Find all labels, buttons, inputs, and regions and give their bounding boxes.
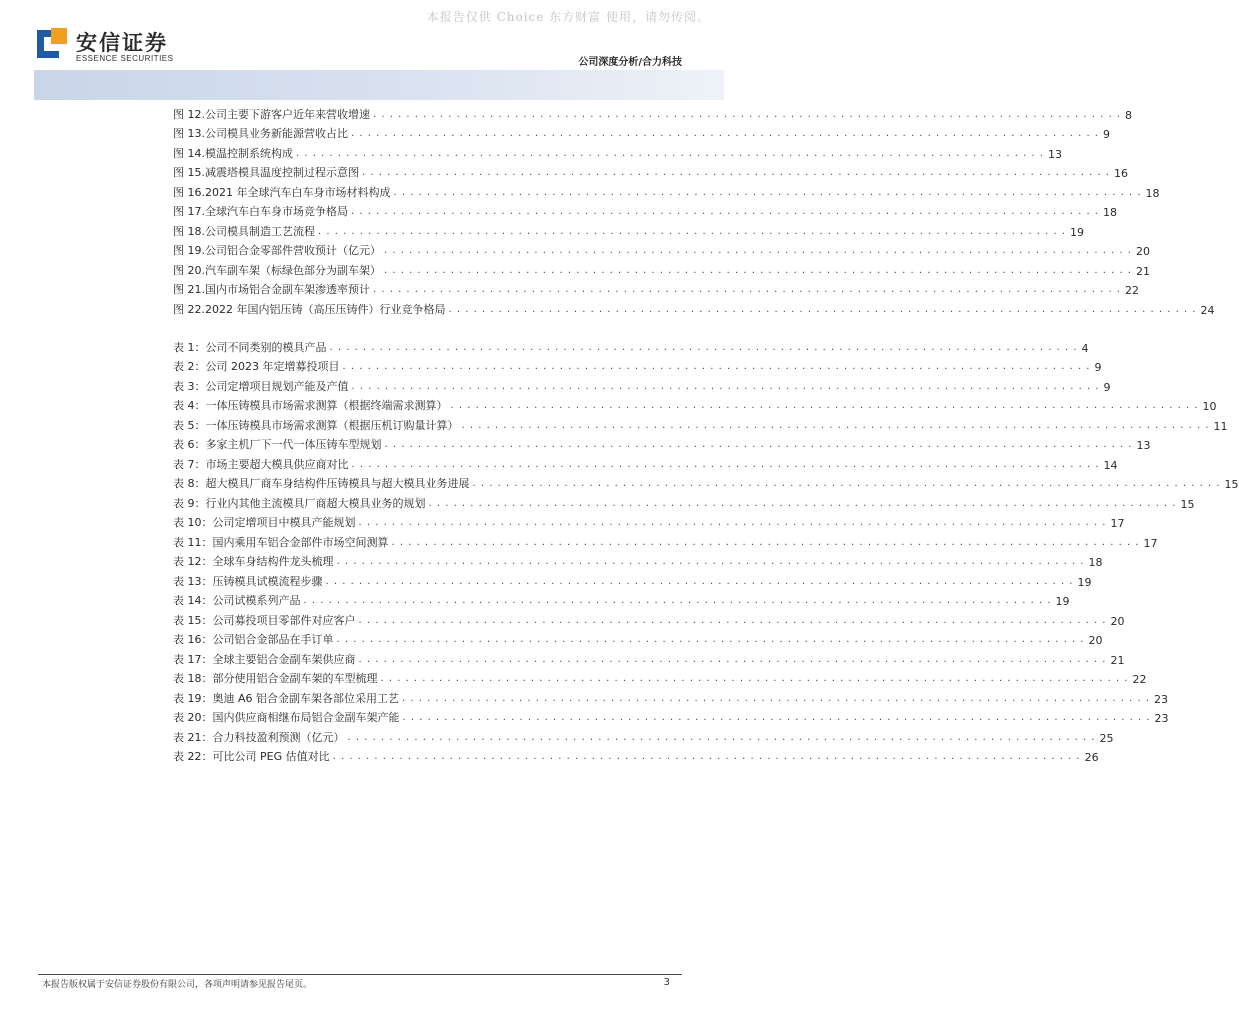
entry-page: 14 — [1103, 458, 1118, 472]
toc-entry[interactable] — [173, 569, 1092, 589]
entry-title: 公司试模系列产品 — [212, 594, 301, 607]
entry-page: 24 — [1200, 303, 1215, 317]
entry-page: 20 — [1136, 245, 1150, 258]
entry-label: 图 15. — [173, 166, 205, 179]
entry-label: 表 13： — [173, 574, 213, 588]
entry-label: 表 14： — [173, 594, 213, 607]
entry-page: 21 — [1110, 653, 1125, 667]
entry-title: 国内市场铝合金副车架渗透率预计 — [205, 283, 370, 296]
dot-leader: . . . . . . . . . . . . . . . . . . . . . . . . . . . . . . . . . . . . . . . . . . . . . . . . . . . . . . . . . . . . . . . . . . . . . . . . . . . . . . . . . . . . . . . . . . — [342, 361, 1091, 372]
footer-divider — [38, 974, 682, 975]
entry-label: 表 12： — [173, 555, 213, 568]
entry-title: 公司铝合金部品在手订单 — [212, 633, 334, 646]
report-type: 公司深度分析/合力科技 — [578, 57, 682, 68]
entry-label: 表 5： — [173, 418, 206, 432]
entry-title: 公司 2023 年定增募投项目 — [205, 360, 340, 373]
entry-title: 一体压铸模具市场需求测算（根据压机订购量计算） — [205, 418, 459, 432]
dot-leader: . . . . . . . . . . . . . . . . . . . . . . . . . . . . . . . . . . . . . . . . . . . . . . . . . . . . . . . . . . . . . . . . . . . . . . . . . . . . . . . . . . . . . . . . . . — [358, 517, 1107, 528]
dot-leader: . . . . . . . . . . . . . . . . . . . . . . . . . . . . . . . . . . . . . . . . . . . . . . . . . . . . . . . . . . . . . . . . . . . . . . . . . . . . . . . . . . . . . . . . . . — [332, 751, 1081, 762]
entry-label: 图 16. — [173, 185, 205, 199]
entry-title: 奥迪 A6 铝合金副车架各部位采用工艺 — [212, 691, 400, 705]
entry-page: 9 — [1103, 380, 1111, 394]
dot-leader: . . . . . . . . . . . . . . . . . . . . . . . . . . . . . . . . . . . . . . . . . . . . . . . . . . . . . . . . . . . . . . . . . . . . . . . . . . . . . . . . . . . . . . . . . . — [461, 419, 1210, 431]
toc-entry[interactable] — [173, 511, 1125, 531]
entry-label: 图 13. — [173, 127, 205, 140]
entry-label: 表 22： — [173, 750, 213, 763]
toc-entry[interactable] — [173, 686, 1169, 706]
entry-label: 表 8： — [173, 477, 206, 490]
table-list — [173, 335, 1239, 764]
entry-title: 公司铝合金零部件营收预计（亿元） — [205, 244, 381, 257]
entry-label: 表 16： — [173, 633, 213, 646]
entry-title: 减震塔模具温度控制过程示意图 — [205, 166, 359, 179]
dot-leader: . . . . . . . . . . . . . . . . . . . . . . . . . . . . . . . . . . . . . . . . . . . . . . . . . . . . . . . . . . . . . . . . . . . . . . . . . . . . . . . . . . . . . . . . . . — [402, 712, 1151, 723]
dot-leader: . . . . . . . . . . . . . . . . . . . . . . . . . . . . . . . . . . . . . . . . . . . . . . . . . . . . . . . . . . . . . . . . . . . . . . . . . . . . . . . . . . . . . . . . . . — [358, 614, 1107, 626]
entry-label: 表 2： — [173, 360, 206, 373]
dot-leader: . . . . . . . . . . . . . . . . . . . . . . . . . . . . . . . . . . . . . . . . . . . . . . . . . . . . . . . . . . . . . . . . . . . . . . . . . . . . . . . . . . . . . . . . . . — [296, 147, 1044, 159]
entry-label: 图 20. — [173, 263, 205, 277]
dot-leader: . . . . . . . . . . . . . . . . . . . . . . . . . . . . . . . . . . . . . . . . . . . . . . . . . . . . . . . . . . . . . . . . . . . . . . . . . . . . . . . . . . . . . . . . . . — [362, 167, 1110, 178]
dot-leader: . . . . . . . . . . . . . . . . . . . . . . . . . . . . . . . . . . . . . . . . . . . . . . . . . . . . . . . . . . . . . . . . . . . . . . . . . . . . . . . . . . . . . . . . . . — [318, 225, 1066, 237]
dot-leader: . . . . . . . . . . . . . . . . . . . . . . . . . . . . . . . . . . . . . . . . . . . . . . . . . . . . . . . . . . . . . . . . . . . . . . . . . . . . . . . . . . . . . . . . . . — [428, 497, 1177, 509]
entry-title: 公司主要下游客户近年来营收增速 — [205, 107, 370, 121]
toc-entry[interactable] — [173, 258, 1150, 278]
dot-leader: . . . . . . . . . . . . . . . . . . . . . . . . . . . . . . . . . . . . . . . . . . . . . . . . . . . . . . . . . . . . . . . . . . . . . . . . . . . . . . . . . . . . . . . . . . — [384, 439, 1133, 450]
entry-label: 表 15： — [173, 613, 213, 627]
entry-label: 图 12. — [173, 107, 205, 121]
toc-entry[interactable] — [173, 394, 1217, 414]
dot-leader: . . . . . . . . . . . . . . . . . . . . . . . . . . . . . . . . . . . . . . . . . . . . . . . . . . . . . . . . . . . . . . . . . . . . . . . . . . . . . . . . . . . . . . . . . . — [472, 478, 1221, 489]
entry-title: 行业内其他主流模具厂商超大模具业务的规划 — [205, 496, 426, 510]
dot-leader: . . . . . . . . . . . . . . . . . . . . . . . . . . . . . . . . . . . . . . . . . . . . . . . . . . . . . . . . . . . . . . . . . . . . . . . . . . . . . . . . . . . . . . . . . . — [384, 245, 1132, 256]
dot-leader: . . . . . . . . . . . . . . . . . . . . . . . . . . . . . . . . . . . . . . . . . . . . . . . . . . . . . . . . . . . . . . . . . . . . . . . . . . . . . . . . . . . . . . . . . . — [450, 400, 1199, 411]
toc-entry[interactable] — [173, 180, 1160, 200]
entry-label: 图 21. — [173, 283, 205, 296]
entry-page: 9 — [1094, 361, 1102, 374]
toc-entry[interactable] — [173, 122, 1110, 142]
watermark: 本报告仅供 Choice 东方财富 使用，请勿传阅。 — [426, 10, 710, 24]
entry-page: 18 — [1103, 206, 1117, 219]
entry-page: 8 — [1125, 108, 1132, 122]
entry-label: 表 21： — [173, 730, 213, 744]
entry-title: 2022 年国内铝压铸（高压压铸件）行业竞争格局 — [205, 302, 446, 316]
entry-title: 国内乘用车铝合金部件市场空间测算 — [212, 535, 389, 549]
entry-page: 9 — [1103, 128, 1110, 141]
entry-page: 18 — [1088, 556, 1103, 569]
dot-leader: . . . . . . . . . . . . . . . . . . . . . . . . . . . . . . . . . . . . . . . . . . . . . . . . . . . . . . . . . . . . . . . . . . . . . . . . . . . . . . . . . . . . . . . . . . — [448, 303, 1197, 315]
dot-leader: . . . . . . . . . . . . . . . . . . . . . . . . . . . . . . . . . . . . . . . . . . . . . . . . . . . . . . . . . . . . . . . . . . . . . . . . . . . . . . . . . . . . . . . . . . — [351, 380, 1100, 392]
dot-leader: . . . . . . . . . . . . . . . . . . . . . . . . . . . . . . . . . . . . . . . . . . . . . . . . . . . . . . . . . . . . . . . . . . . . . . . . . . . . . . . . . . . . . . . . . . — [351, 128, 1099, 139]
header-band — [34, 70, 724, 100]
dot-leader: . . . . . . . . . . . . . . . . . . . . . . . . . . . . . . . . . . . . . . . . . . . . . . . . . . . . . . . . . . . . . . . . . . . . . . . . . . . . . . . . . . . . . . . . . . — [347, 731, 1096, 743]
entry-label: 表 17： — [173, 652, 213, 666]
essence-logo-icon — [34, 26, 70, 62]
entry-label: 表 6： — [173, 438, 206, 451]
toc-entry[interactable] — [173, 491, 1195, 511]
entry-page: 20 — [1110, 614, 1125, 628]
toc-entry[interactable] — [173, 355, 1102, 375]
toc-entry[interactable] — [173, 725, 1114, 745]
entry-title: 模温控制系统构成 — [205, 146, 293, 160]
toc-entry[interactable] — [173, 550, 1103, 570]
toc-entry[interactable] — [173, 374, 1111, 394]
entry-title: 压铸模具试模流程步骤 — [212, 574, 323, 588]
footer-disclaimer: 本报告版权属于安信证券股份有限公司，各项声明请参见报告尾页。 — [42, 980, 313, 990]
toc-entry[interactable] — [173, 589, 1070, 609]
entry-label: 表 11： — [173, 535, 213, 549]
entry-page: 4 — [1081, 341, 1089, 355]
entry-page: 25 — [1099, 731, 1114, 745]
entry-label: 图 22. — [173, 302, 205, 316]
logo-chinese-name: 安信证券 — [76, 31, 168, 55]
toc-entry[interactable] — [173, 161, 1128, 181]
dot-leader: . . . . . . . . . . . . . . . . . . . . . . . . . . . . . . . . . . . . . . . . . . . . . . . . . . . . . . . . . . . . . . . . . . . . . . . . . . . . . . . . . . . . . . . . . . — [384, 264, 1132, 276]
entry-title: 一体压铸模具市场需求测算（根据终端需求测算） — [205, 399, 448, 412]
dot-leader: . . . . . . . . . . . . . . . . . . . . . . . . . . . . . . . . . . . . . . . . . . . . . . . . . . . . . . . . . . . . . . . . . . . . . . . . . . . . . . . . . . . . . . . . . . — [325, 575, 1074, 587]
entry-page: 23 — [1154, 712, 1169, 725]
dot-leader: . . . . . . . . . . . . . . . . . . . . . . . . . . . . . . . . . . . . . . . . . . . . . . . . . . . . . . . . . . . . . . . . . . . . . . . . . . . . . . . . . . . . . . . . . . — [351, 458, 1100, 470]
entry-page: 23 — [1154, 692, 1169, 706]
toc-entry[interactable] — [173, 706, 1169, 726]
entry-label: 表 1： — [173, 340, 206, 354]
entry-title: 全球车身结构件龙头梳理 — [212, 555, 334, 568]
toc-entry[interactable] — [173, 219, 1084, 239]
entry-label: 表 7： — [173, 457, 206, 471]
entry-title: 全球汽车白车身市场竞争格局 — [205, 205, 348, 218]
toc-entry[interactable] — [173, 745, 1099, 765]
entry-label: 图 17. — [173, 205, 205, 218]
entry-page: 17 — [1143, 536, 1158, 550]
dot-leader: . . . . . . . . . . . . . . . . . . . . . . . . . . . . . . . . . . . . . . . . . . . . . . . . . . . . . . . . . . . . . . . . . . . . . . . . . . . . . . . . . . . . . . . . . . — [329, 341, 1078, 353]
entry-label: 图 19. — [173, 244, 205, 257]
entry-label: 表 4： — [173, 399, 206, 412]
toc-entry[interactable] — [173, 239, 1150, 259]
toc-entry[interactable] — [173, 452, 1118, 472]
logo-english-name: ESSENCE SECURITIES — [76, 54, 174, 63]
toc-entry[interactable] — [173, 667, 1147, 687]
entry-page: 26 — [1084, 751, 1099, 764]
toc-entry[interactable] — [173, 413, 1228, 433]
entry-label: 表 20： — [173, 711, 213, 724]
entry-page: 21 — [1136, 264, 1150, 278]
entry-title: 公司定增项目规划产能及产值 — [205, 379, 349, 393]
dot-leader: . . . . . . . . . . . . . . . . . . . . . . . . . . . . . . . . . . . . . . . . . . . . . . . . . . . . . . . . . . . . . . . . . . . . . . . . . . . . . . . . . . . . . . . . . . — [373, 284, 1121, 295]
entry-label: 图 18. — [173, 224, 205, 238]
entry-title: 公司模具制造工艺流程 — [205, 224, 315, 238]
entry-title: 2021 年全球汽车白车身市场材料构成 — [205, 185, 391, 199]
toc-entry[interactable] — [173, 628, 1103, 648]
entry-page: 19 — [1055, 595, 1070, 608]
entry-label: 表 3： — [173, 379, 206, 393]
toc-entry[interactable] — [173, 433, 1151, 453]
entry-label: 图 14. — [173, 146, 205, 160]
dot-leader: . . . . . . . . . . . . . . . . . . . . . . . . . . . . . . . . . . . . . . . . . . . . . . . . . . . . . . . . . . . . . . . . . . . . . . . . . . . . . . . . . . . . . . . . . . — [380, 673, 1129, 684]
toc-entry[interactable] — [173, 200, 1117, 220]
entry-title: 超大模具厂商车身结构件压铸模具与超大模具业务进展 — [205, 477, 470, 490]
entry-page: 10 — [1202, 400, 1217, 413]
entry-page: 11 — [1213, 419, 1228, 433]
entry-title: 合力科技盈利预测（亿元） — [212, 730, 345, 744]
entry-title: 多家主机厂下一代一体压铸车型规划 — [205, 438, 382, 451]
entry-page: 17 — [1110, 517, 1125, 530]
entry-page: 19 — [1070, 225, 1084, 239]
entry-title: 汽车副车架（标绿色部分为副车架） — [205, 263, 381, 277]
company-logo — [34, 26, 194, 70]
dot-leader: . . . . . . . . . . . . . . . . . . . . . . . . . . . . . . . . . . . . . . . . . . . . . . . . . . . . . . . . . . . . . . . . . . . . . . . . . . . . . . . . . . . . . . . . . . — [336, 556, 1085, 567]
toc-entry[interactable] — [173, 297, 1215, 317]
entry-title: 可比公司 PEG 估值对比 — [212, 750, 330, 763]
entry-title: 部分使用铝合金副车架的车型梳理 — [212, 672, 378, 685]
entry-title: 国内供应商相继布局铝合金副车架产能 — [212, 711, 400, 724]
entry-label: 表 18： — [173, 672, 213, 685]
entry-label: 表 9： — [173, 496, 206, 510]
entry-page: 16 — [1114, 167, 1128, 180]
entry-page: 15 — [1180, 497, 1195, 511]
toc-entry[interactable] — [173, 530, 1158, 550]
entry-label: 表 10： — [173, 516, 213, 529]
toc-entry[interactable] — [173, 472, 1239, 492]
entry-page: 18 — [1145, 186, 1160, 200]
dot-leader: . . . . . . . . . . . . . . . . . . . . . . . . . . . . . . . . . . . . . . . . . . . . . . . . . . . . . . . . . . . . . . . . . . . . . . . . . . . . . . . . . . . . . . . . . . — [373, 108, 1121, 120]
entry-page: 22 — [1125, 284, 1139, 297]
page-number: 3 — [663, 977, 670, 988]
dot-leader: . . . . . . . . . . . . . . . . . . . . . . . . . . . . . . . . . . . . . . . . . . . . . . . . . . . . . . . . . . . . . . . . . . . . . . . . . . . . . . . . . . . . . . . . . . — [358, 653, 1107, 665]
toc-entry[interactable] — [173, 335, 1089, 355]
entry-page: 15 — [1224, 478, 1239, 491]
entry-title: 公司不同类别的模具产品 — [205, 340, 327, 354]
dot-leader: . . . . . . . . . . . . . . . . . . . . . . . . . . . . . . . . . . . . . . . . . . . . . . . . . . . . . . . . . . . . . . . . . . . . . . . . . . . . . . . . . . . . . . . . . . — [402, 692, 1151, 704]
entry-page: 22 — [1132, 673, 1147, 686]
entry-page: 19 — [1077, 575, 1092, 589]
toc-entry[interactable] — [173, 141, 1062, 161]
toc-entry[interactable] — [173, 647, 1125, 667]
entry-page: 13 — [1048, 147, 1062, 161]
toc-entry[interactable] — [173, 102, 1132, 122]
toc-entry[interactable] — [173, 608, 1125, 628]
entry-page: 13 — [1136, 439, 1151, 452]
entry-page: 20 — [1088, 634, 1103, 647]
entry-title: 公司定增项目中模具产能规划 — [212, 516, 356, 529]
dot-leader: . . . . . . . . . . . . . . . . . . . . . . . . . . . . . . . . . . . . . . . . . . . . . . . . . . . . . . . . . . . . . . . . . . . . . . . . . . . . . . . . . . . . . . . . . . — [336, 634, 1085, 645]
dot-leader: . . . . . . . . . . . . . . . . . . . . . . . . . . . . . . . . . . . . . . . . . . . . . . . . . . . . . . . . . . . . . . . . . . . . . . . . . . . . . . . . . . . . . . . . . . — [391, 536, 1140, 548]
entry-title: 全球主要铝合金副车架供应商 — [212, 652, 356, 666]
entry-title: 公司募投项目零部件对应客户 — [212, 613, 356, 627]
dot-leader: . . . . . . . . . . . . . . . . . . . . . . . . . . . . . . . . . . . . . . . . . . . . . . . . . . . . . . . . . . . . . . . . . . . . . . . . . . . . . . . . . . . . . . . . . . — [393, 186, 1142, 198]
dot-leader: . . . . . . . . . . . . . . . . . . . . . . . . . . . . . . . . . . . . . . . . . . . . . . . . . . . . . . . . . . . . . . . . . . . . . . . . . . . . . . . . . . . . . . . . . . — [303, 595, 1052, 606]
toc-entry[interactable] — [173, 278, 1139, 298]
dot-leader: . . . . . . . . . . . . . . . . . . . . . . . . . . . . . . . . . . . . . . . . . . . . . . . . . . . . . . . . . . . . . . . . . . . . . . . . . . . . . . . . . . . . . . . . . . — [351, 206, 1099, 217]
entry-title: 公司模具业务新能源营收占比 — [205, 127, 348, 140]
entry-label: 表 19： — [173, 691, 213, 705]
entry-title: 市场主要超大模具供应商对比 — [205, 457, 349, 471]
figure-list — [173, 102, 1215, 317]
